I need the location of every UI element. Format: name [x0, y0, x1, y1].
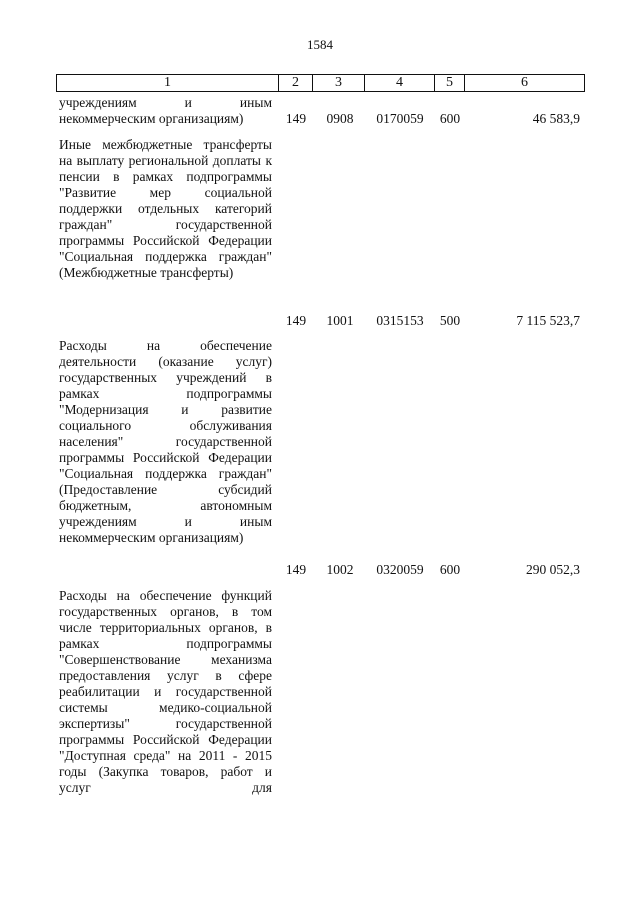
column-header-row	[56, 74, 585, 92]
row-col3: 1001	[326, 313, 354, 328]
row-col4: 0170059	[376, 111, 424, 126]
row-col2: 149	[285, 111, 307, 126]
row-col6: 46 583,9	[532, 111, 580, 126]
row-description: учреждениям и иным некоммерческим организациям)	[59, 95, 272, 126]
column-header-6: 6	[465, 75, 585, 92]
column-header-4: 4	[365, 75, 435, 92]
row-col3: 1002	[326, 562, 354, 577]
column-header-1: 1	[57, 75, 279, 92]
row-description: Иные межбюджетные трансферты на выплату региональной доплаты к пенсии в рамках подпрограммы "Развитие мер социальной поддержки отдельных категорий граждан" государственной программы Российской Федерации "Социальная поддержка граждан" (Межбюджетные трансферты)	[59, 137, 272, 280]
row-description: Расходы на обеспечение деятельности (оказание услуг) государственных учреждений в рамках подпрограммы "Модернизация и развитие социального обслуживания населения" государственной программы Российской Федерации "Социальная поддержка граждан" (Предоставление субсидий бюджетным, автономным учреждениям и иным некоммерческим организациям)	[59, 338, 272, 545]
row-col2: 149	[285, 313, 307, 328]
row-col6: 7 115 523,7	[516, 313, 580, 328]
row-col3: 0908	[326, 111, 354, 126]
row-description: Расходы на обеспечение функций государственных органов, в том числе территориальных органов, в рамках подпрограммы "Совершенствование механизма предоставления услуг в сфере реабилитации и государственной системы медико-социальной экспертизы" государственной программы Российской Федерации "Доступная среда" на 2011 - 2015 годы (Закупка товаров, работ и услуг для	[59, 588, 272, 795]
row-col4: 0315153	[376, 313, 424, 328]
row-col5: 500	[439, 313, 461, 328]
row-col2: 149	[285, 562, 307, 577]
row-col5: 600	[439, 111, 461, 126]
row-col4: 0320059	[376, 562, 424, 577]
row-col6: 290 052,3	[526, 562, 580, 577]
page-number: 1584	[307, 37, 333, 52]
column-header-5: 5	[435, 75, 465, 92]
row-col5: 600	[439, 562, 461, 577]
column-header-3: 3	[313, 75, 365, 92]
column-header-2: 2	[279, 75, 313, 92]
